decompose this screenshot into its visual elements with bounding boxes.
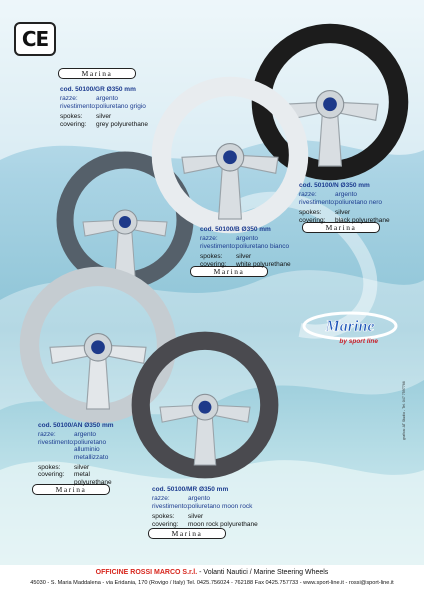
spec-key: rivestimento: — [60, 102, 97, 110]
product-label-b — [200, 226, 315, 268]
spec-key: spokes: — [38, 464, 61, 472]
ce-certification-mark: CE — [14, 22, 56, 56]
product-code: cod. 50100/B Ø350 mm — [200, 226, 271, 233]
product-code: cod. 50100/MR Ø350 mm — [152, 486, 229, 493]
spec-value: silver — [96, 113, 112, 121]
spec-value: argento — [236, 235, 259, 243]
spec-key: razze: — [200, 235, 218, 243]
product-label-n — [299, 182, 409, 224]
product-code: cod. 50100/GR Ø350 mm — [60, 86, 136, 93]
spec-key: covering: — [299, 216, 326, 224]
spec-value: poliuretano grigio — [96, 102, 146, 110]
company-tagline: - Volanti Nautici / Marine Steering Wheels — [197, 569, 329, 576]
spec-key: razze: — [152, 495, 170, 503]
product-label-gr — [60, 86, 160, 128]
spec-key: covering: — [152, 520, 179, 528]
marine-sport-line-logo — [300, 310, 400, 346]
spec-value: poliuretano alluminio metallizzato — [74, 438, 109, 461]
spec-key: spokes: — [60, 113, 83, 121]
spec-value: poliuretano bianco — [236, 242, 290, 250]
spec-value: moon rock polyurethane — [188, 520, 258, 528]
marina-tag-an: Marina — [32, 484, 110, 495]
logo-sub: by sport line — [339, 338, 378, 345]
footer — [0, 565, 424, 600]
spec-value: argento — [74, 431, 97, 439]
spec-value: poliuretano moon rock — [188, 502, 253, 510]
spec-key: rivestimento: — [299, 198, 336, 206]
design-credit: grafica: AT Studio - Tel. 047 7597766 — [402, 381, 406, 440]
product-code: cod. 50100/N Ø350 mm — [299, 182, 370, 189]
steering-wheel-white — [150, 75, 310, 235]
steering-wheel-moon-rock — [130, 330, 280, 480]
product-code: cod. 50100/AN Ø350 mm — [38, 422, 114, 429]
footer-company-line — [0, 569, 424, 576]
spec-key: covering: — [38, 471, 65, 479]
marina-tag-mr: Marina — [148, 528, 226, 539]
company-name: OFFICINE ROSSI MARCO S.r.l. — [95, 569, 198, 576]
spec-key: razze: — [60, 95, 78, 103]
spec-key: spokes: — [200, 253, 223, 261]
spec-key: rivestimento: — [38, 438, 75, 446]
spec-value: silver — [74, 464, 90, 472]
spec-key: razze: — [38, 431, 56, 439]
spec-key: rivestimento: — [152, 502, 189, 510]
marina-tag-b: Marina — [190, 266, 268, 277]
spec-value: white polyurethane — [236, 260, 291, 268]
spec-value: argento — [335, 191, 358, 199]
spec-value: black polyurethane — [335, 216, 390, 224]
logo-word: Marine — [325, 318, 375, 335]
spec-value: silver — [236, 253, 252, 261]
product-label-an — [38, 422, 138, 486]
spec-key: covering: — [60, 120, 87, 128]
spec-value: grey polyurethane — [96, 120, 149, 128]
spec-value: argento — [188, 495, 211, 503]
spec-key: spokes: — [299, 209, 322, 217]
spec-value: poliuretano nero — [335, 198, 382, 206]
product-label-mr — [152, 486, 302, 528]
spec-value: silver — [335, 209, 351, 217]
marina-tag-n: Marina — [302, 222, 380, 233]
spec-key: rivestimento: — [200, 242, 237, 250]
spec-value: metal polyurethane — [74, 471, 112, 486]
spec-value: argento — [96, 95, 119, 103]
spec-key: spokes: — [152, 513, 175, 521]
marina-tag-gr: Marina — [58, 68, 136, 79]
spec-value: silver — [188, 513, 204, 521]
spec-key: covering: — [200, 260, 227, 268]
spec-key: razze: — [299, 191, 317, 199]
footer-address: 45030 - S. Maria Maddalena - via Eridania, 170 (Rovigo / Italy) Tel. 0425.756024 - 762188 Fax 0425.757733 - www.sport-line.it - rossi@sport-line.it — [30, 580, 394, 586]
